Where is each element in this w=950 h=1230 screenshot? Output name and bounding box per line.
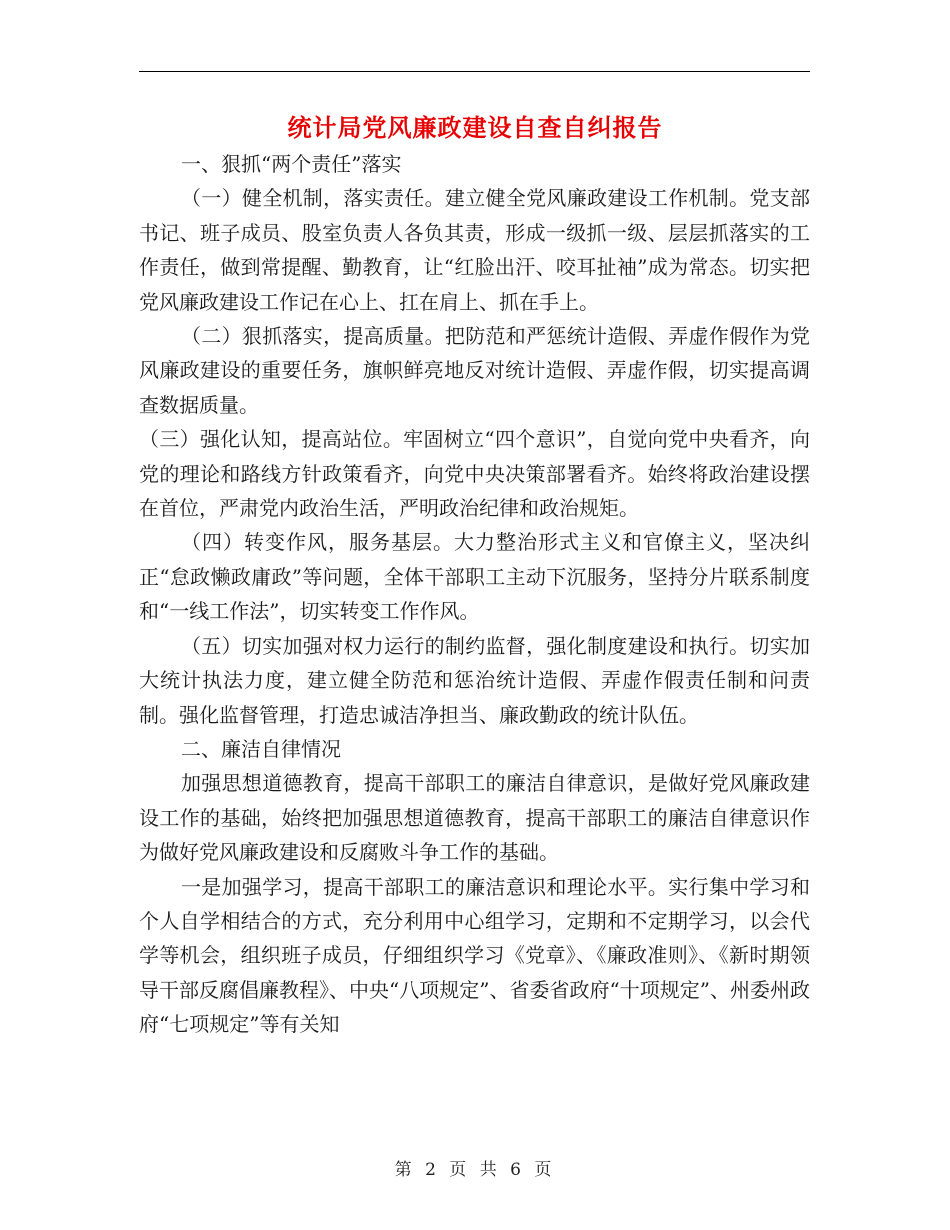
paragraph-6: 加强思想道德教育，提高干部职工的廉洁自律意识，是做好党风廉政建设工作的基础，始终把加强思想道德教育，提高干部职工的廉洁自律意识作为做好党风廉政建设和反腐败斗争工作的基础。 bbox=[139, 771, 810, 865]
paragraph-5: （五）切实加强对权力运行的制约监督，强化制度建设和执行。切实加大统计执法力度，建立健全防范和惩治统计造假、弄虚作假责任制和问责制。强化监督管理，打造忠诚洁净担当、廉政勤政的统计队伍。 bbox=[139, 633, 810, 727]
page-number-footer: 第 2 页 共 6 页 bbox=[394, 1160, 556, 1180]
paragraph-1: （一）健全机制，落实责任。建立健全党风廉政建设工作机制。党支部书记、班子成员、股室负责人各负其责，形成一级抓一级、层层抓落实的工作责任，做到常提醒、勤教育，让“红脸出汗、咬耳扯袖”成为常态。切实把党风廉政建设工作记在心上、扛在肩上、抓在手上。 bbox=[139, 186, 810, 314]
section-heading-1: 一、狠抓“两个责任”落实 bbox=[181, 152, 402, 176]
document-title: 统计局党风廉政建设自查自纠报告 bbox=[287, 113, 663, 142]
section-heading-2: 二、廉洁自律情况 bbox=[181, 736, 341, 761]
paragraph-3: （三）强化认知，提高站位。牢固树立“四个意识”，自觉向党中央看齐，向党的理论和路线方针政策看齐，向党中央决策部署看齐。始终将政治建设摆在首位，严肃党内政治生活，严明政治纪律和政治规矩。 bbox=[139, 427, 810, 521]
document-body bbox=[139, 147, 810, 1042]
paragraph-2: （二）狠抓落实，提高质量。把防范和严惩统计造假、弄虚作假作为党风廉政建设的重要任务，旗帜鲜亮地反对统计造假、弄虚作假，切实提高调查数据质量。 bbox=[139, 324, 810, 417]
header-rule bbox=[139, 71, 810, 72]
paragraph-7: 一是加强学习，提高干部职工的廉洁意识和理论水平。实行集中学习和个人自学相结合的方式，充分利用中心组学习，定期和不定期学习，以会代学等机会，组织班子成员，仔细组织学习《党章》、《廉政准则》、《新时期领导干部反腐倡廉教程》、中央“八项规定”、省委省政府“十项规定”、州委州政府“七项规定”等有关知 bbox=[139, 874, 810, 1037]
paragraph-4: （四）转变作风，服务基层。大力整治形式主义和官僚主义，坚决纠正“怠政懒政庸政”等问题，全体干部职工主动下沉服务，坚持分片联系制度和“一线工作法”，切实转变工作作风。 bbox=[139, 530, 810, 624]
